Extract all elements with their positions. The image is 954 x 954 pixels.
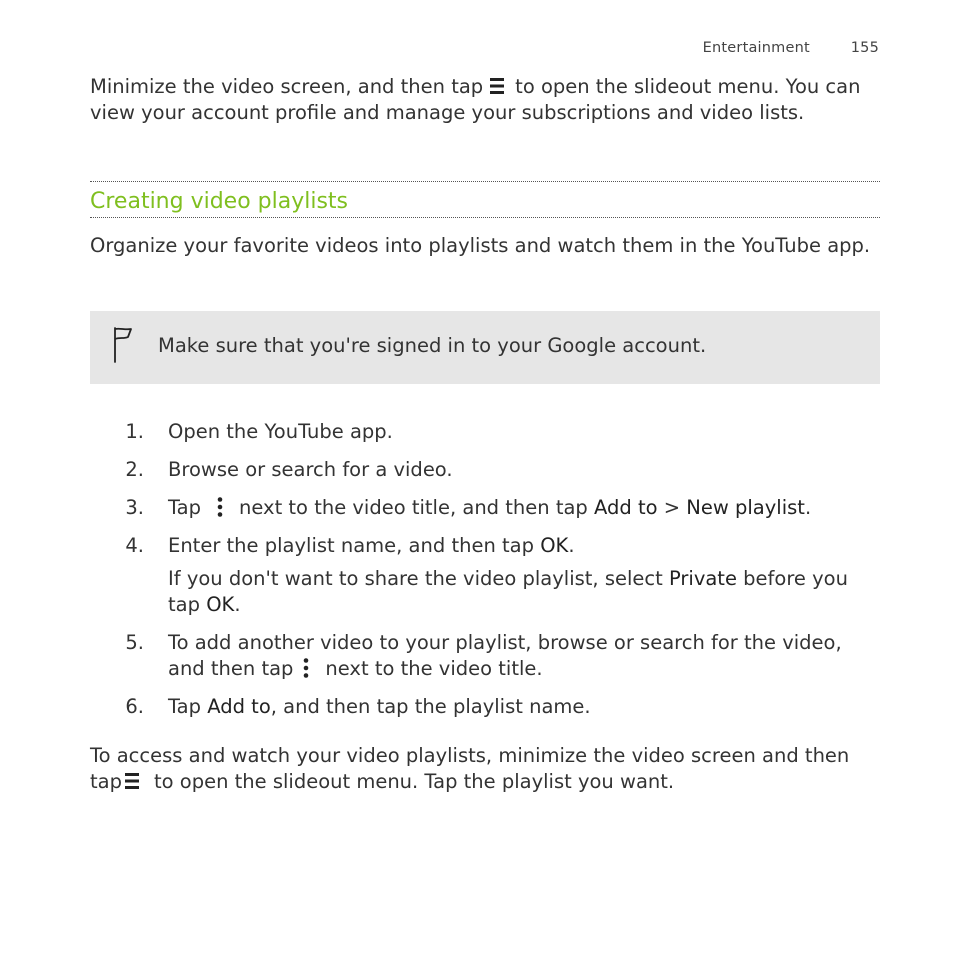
step-text-mid: next to the video title, and then tap	[239, 496, 588, 519]
punctuation: .	[804, 496, 812, 519]
step-text	[168, 533, 868, 559]
step-number: 1.	[125, 420, 144, 443]
ui-label-ok: OK	[206, 592, 235, 616]
step-note	[168, 566, 868, 617]
ui-label-private: Private	[668, 567, 737, 590]
separator: >	[663, 496, 681, 519]
step-text	[168, 694, 868, 720]
step-text-pre: Enter the playlist name, and then tap	[168, 534, 534, 557]
flag-icon	[112, 326, 134, 364]
ui-label-ok: OK	[540, 534, 569, 557]
page-header	[703, 40, 879, 56]
step-text-pre: Tap	[168, 496, 202, 519]
step-number: 4.	[125, 534, 144, 557]
intro-text-after: to open the slideout menu. You can view your account profile and manage your subscriptions and video lists.	[90, 75, 861, 124]
punctuation: .	[568, 534, 575, 557]
more-vertical-icon	[301, 657, 311, 679]
step-text	[168, 495, 868, 521]
outro-text-before: To access and watch your video playlists, minimize the video screen and then tap	[90, 744, 850, 793]
intro-text-before: Minimize the video screen, and then tap	[90, 75, 484, 98]
section-name: Entertainment	[702, 40, 810, 56]
note-text-pre: If you don't want to share the video playlist, select	[168, 567, 663, 590]
outro-text-after: to open the slideout menu. Tap the playlist you want.	[153, 769, 675, 793]
intro-paragraph	[90, 74, 880, 125]
ui-label-new-playlist: New playlist	[686, 496, 805, 519]
section-rule-bottom	[90, 217, 880, 218]
step-text-post: next to the video title.	[325, 656, 543, 680]
outro-paragraph	[90, 743, 880, 794]
ui-label-add-to: Add to	[207, 695, 271, 718]
step-number: 6.	[125, 695, 144, 718]
step-text-post: , and then tap the playlist name.	[270, 695, 591, 718]
more-vertical-icon	[215, 496, 225, 518]
page-number: 155	[850, 40, 879, 56]
punctuation: .	[234, 592, 241, 616]
section-description: Organize your favorite videos into playlists and watch them in the YouTube app.	[90, 234, 871, 257]
step-text: Open the YouTube app.	[168, 420, 393, 443]
step-number: 2.	[125, 458, 144, 481]
section-title: Creating video playlists	[90, 189, 349, 214]
ui-label-add-to: Add to	[594, 496, 658, 519]
step-number: 5.	[125, 631, 144, 654]
step-text-pre: Tap	[168, 695, 202, 718]
tip-box	[90, 311, 880, 384]
note-text-mid: before you tap	[168, 567, 848, 616]
section-rule-top	[90, 181, 880, 182]
step-number: 3.	[125, 496, 144, 519]
step-text-pre: To add another video to your playlist, browse or search for the video, and then tap	[168, 631, 842, 680]
menu-icon	[489, 76, 505, 96]
step-text: Browse or search for a video.	[168, 458, 453, 481]
tip-text: Make sure that you're signed in to your Google account.	[158, 334, 707, 357]
step-text	[168, 630, 868, 681]
menu-icon	[124, 771, 140, 791]
